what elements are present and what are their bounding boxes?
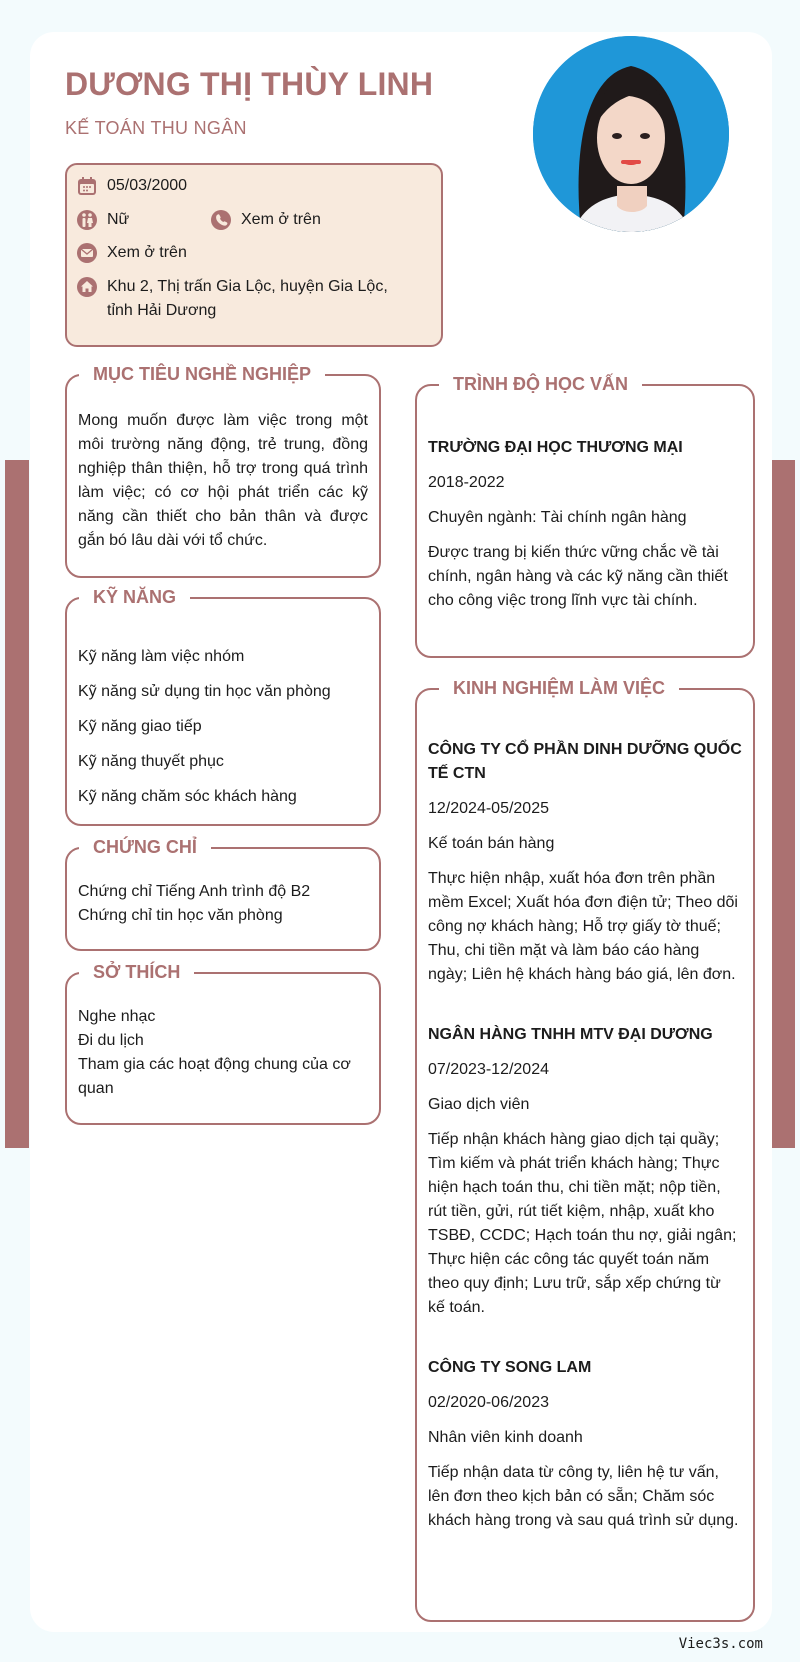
skill-item: Kỹ năng sử dụng tin học văn phòng (78, 683, 331, 700)
address-line-1: Khu 2, Thị trấn Gia Lộc, huyện Gia Lộc, (107, 278, 388, 295)
birthday-value: 05/03/2000 (107, 177, 188, 194)
objective-section (65, 364, 381, 578)
phone-icon (210, 209, 232, 231)
email-value: Xem ở trên (107, 244, 187, 261)
skill-item: Kỹ năng làm việc nhóm (78, 648, 245, 665)
candidate-name: DƯƠNG THỊ THÙY LINH (65, 66, 434, 102)
job-description: Tiếp nhận data từ công ty, liên hệ tư vấn, lên đơn theo kịch bản có sẵn; Chăm sóc khách hàng trong và sau quá trình sử dụng. (428, 1464, 739, 1529)
calendar-icon (76, 175, 98, 197)
job-period: 12/2024-05/2025 (428, 800, 549, 817)
left-decor-bar (5, 460, 29, 1148)
certificate-item: Chứng chỉ Tiếng Anh trình độ B2 (78, 883, 311, 900)
hobby-item: Tham gia các hoạt động chung của cơ quan (78, 1056, 351, 1097)
experience-title: KINH NGHIỆM LÀM VIỆC (439, 676, 679, 700)
phone-value: Xem ở trên (241, 211, 321, 228)
contact-email[interactable] (76, 241, 187, 265)
skills-section (65, 587, 381, 826)
address-line-2: tỉnh Hải Dương (107, 302, 217, 319)
contact-gender (76, 208, 129, 232)
skills-title: KỸ NĂNG (79, 585, 190, 609)
job-entry (428, 1023, 742, 1320)
objective-title: MỤC TIÊU NGHỀ NGHIỆP (79, 362, 325, 386)
job-period: 02/2020-06/2023 (428, 1394, 549, 1411)
hobby-item: Đi du lịch (78, 1032, 144, 1049)
hobbies-title: SỞ THÍCH (79, 960, 194, 984)
certificate-item: Chứng chỉ tin học văn phòng (78, 907, 283, 924)
school-name: TRƯỜNG ĐẠI HỌC THƯƠNG MẠI (428, 439, 683, 456)
contact-box (65, 163, 443, 347)
gender-value: Nữ (107, 211, 130, 228)
job-entry (428, 738, 742, 987)
profile-photo (533, 36, 729, 232)
job-company: CÔNG TY SONG LAM (428, 1359, 592, 1376)
objective-text: Mong muốn được làm việc trong một môi trường năng động, trẻ trung, đồng nghiệp thân thiện, hỗ trợ trong quá trình làm việc; có cơ hội phát triển các kỹ năng cần thiết cho bản thân và được gắn bó lâu dài với tổ chức. (78, 412, 368, 549)
certificates-title: CHỨNG CHỈ (79, 835, 211, 859)
home-icon (76, 276, 98, 298)
gender-icon (76, 209, 98, 231)
job-position: Kế toán bán hàng (428, 835, 555, 852)
education-section (415, 374, 755, 658)
job-company: CÔNG TY CỔ PHẦN DINH DƯỠNG QUỐC TẾ CTN (428, 741, 742, 782)
contact-birthday (76, 174, 187, 198)
education-description: Được trang bị kiến thức vững chắc về tài chính, ngân hàng và các kỹ năng cần thiết cho công việc trong lĩnh vực tài chính. (428, 544, 728, 609)
job-description: Tiếp nhận khách hàng giao dịch tại quầy; Tìm kiếm và phát triển khách hàng; Thực hiện hạch toán thu, chi tiền mặt; nộp tiền, rút tiền, gửi, rút tiết kiệm, nhập, xuất kho TSBĐ, CCDC; Hạch toán thu nợ, giải ngân; Thực hiện các công tác quyết toán năm theo quy định; Lưu trữ, sắp xếp chứng từ kế toán. (428, 1131, 737, 1316)
skill-item: Kỹ năng giao tiếp (78, 718, 202, 735)
job-period: 07/2023-12/2024 (428, 1061, 549, 1078)
portrait-illustration (533, 36, 729, 232)
skill-item: Kỹ năng chăm sóc khách hàng (78, 788, 297, 805)
job-position: Giao dịch viên (428, 1096, 530, 1113)
job-title: KẾ TOÁN THU NGÂN (65, 118, 247, 138)
job-description: Thực hiện nhập, xuất hóa đơn trên phần mềm Excel; Xuất hóa đơn điện tử; Theo dõi công nợ khách hàng; Hỗ trợ giấy tờ thuế; Thu, chi tiền mặt và làm báo cáo hàng ngày; Liên hệ khách hàng báo giá, lên đơn. (428, 870, 738, 983)
contact-phone[interactable] (210, 208, 321, 232)
education-title: TRÌNH ĐỘ HỌC VẤN (439, 372, 642, 396)
hobbies-section (65, 962, 381, 1125)
skill-item: Kỹ năng thuyết phục (78, 753, 224, 770)
footer-watermark[interactable]: Viec3s.com (678, 1636, 763, 1652)
contact-address (76, 275, 388, 323)
education-major: Chuyên ngành: Tài chính ngân hàng (428, 509, 687, 526)
right-decor-bar (771, 460, 795, 1148)
certificates-section (65, 837, 381, 951)
hobby-item: Nghe nhạc (78, 1008, 156, 1025)
job-company: NGÂN HÀNG TNHH MTV ĐẠI DƯƠNG (428, 1026, 713, 1043)
education-period: 2018-2022 (428, 474, 505, 491)
job-entry (428, 1356, 742, 1533)
experience-section (415, 678, 755, 1622)
job-position: Nhân viên kinh doanh (428, 1429, 583, 1446)
address-value (107, 275, 388, 323)
email-icon (76, 242, 98, 264)
